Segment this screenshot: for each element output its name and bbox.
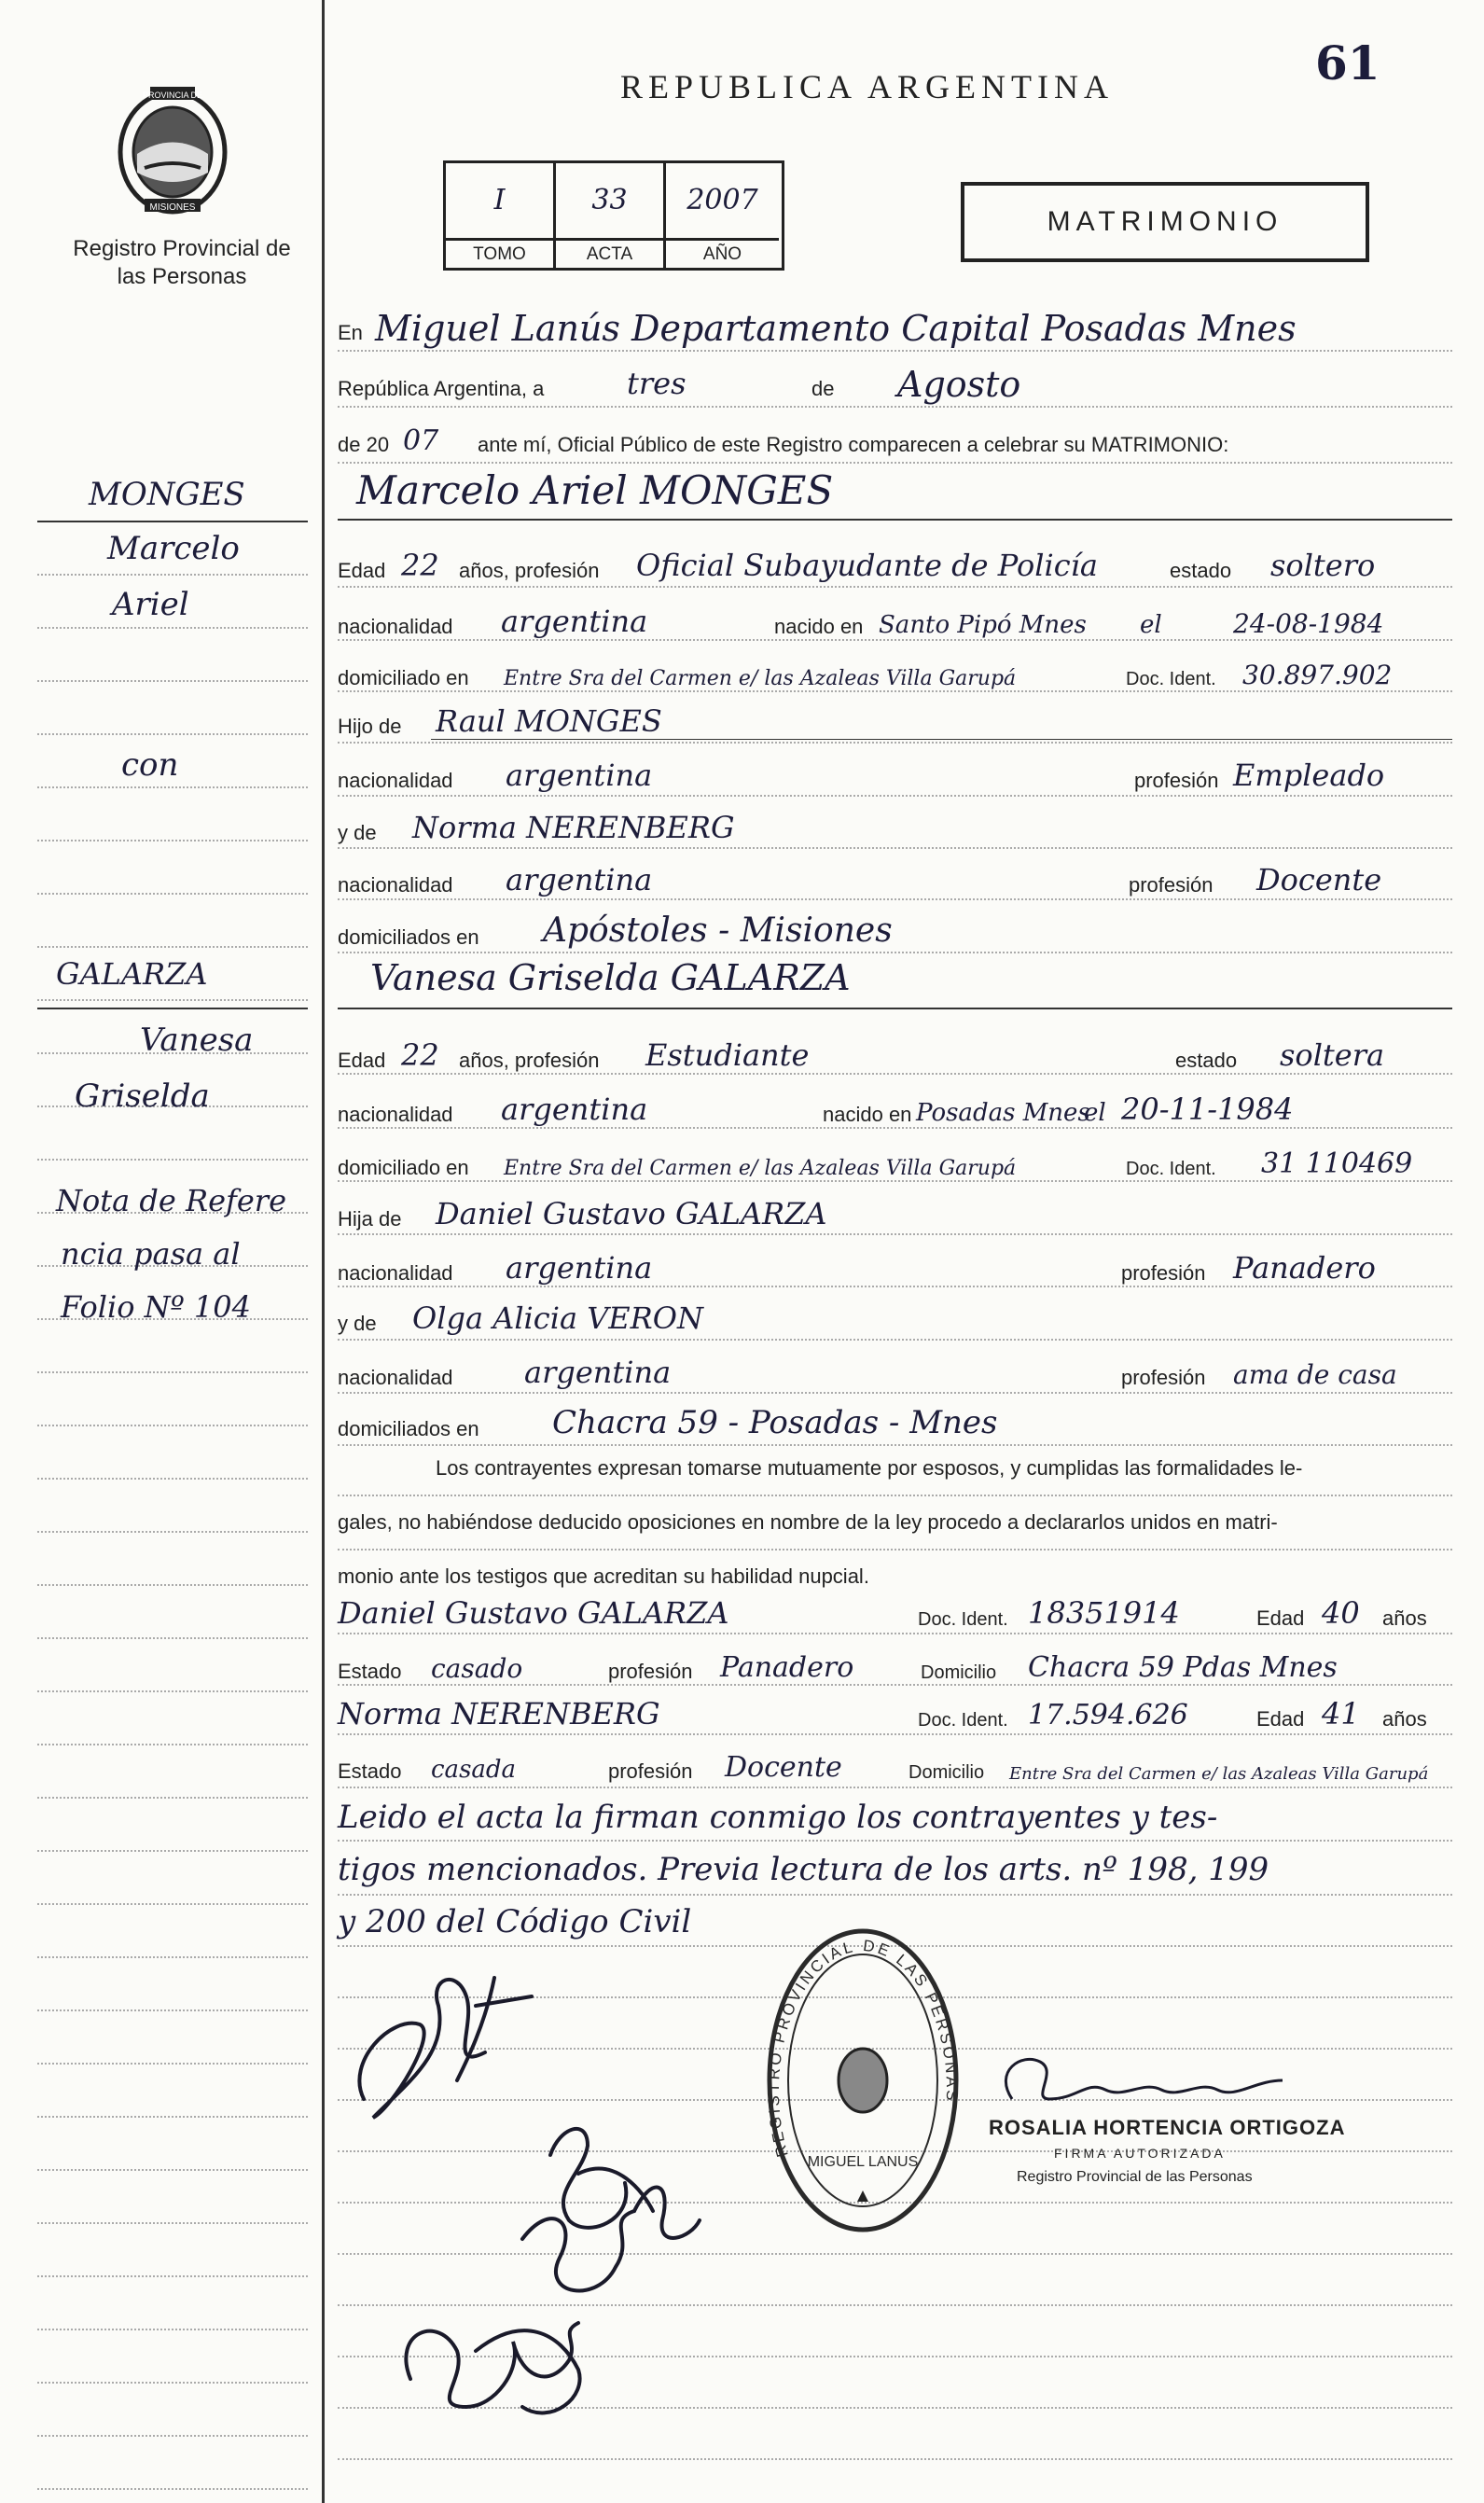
declaration-line-1: Los contrayentes expresan tomarse mutuamente por esposos, y cumplidas las formalidades le- bbox=[436, 1456, 1303, 1480]
ruled-line bbox=[338, 1684, 1452, 1686]
hijo-label: Hijo de bbox=[338, 715, 402, 738]
tomo-acta-anio-box bbox=[443, 160, 784, 271]
bride-address-row bbox=[338, 1133, 1452, 1186]
groom-birth-date: 24-08-1984 bbox=[1233, 608, 1384, 639]
ruled-line bbox=[338, 795, 1452, 797]
tomo-label: TOMO bbox=[446, 238, 556, 271]
margin-ruled-line bbox=[37, 2063, 308, 2065]
closing-line-1: Leido el acta la firman conmigo los contrayentes y tes- bbox=[338, 1799, 1218, 1836]
closing-line-2: tigos mencionados. Previa lectura de los arts. nº 198, 199 bbox=[338, 1851, 1269, 1888]
bride-age-row bbox=[338, 1026, 1452, 1078]
estado-label: estado bbox=[1175, 1049, 1238, 1072]
bride-father-nat-row bbox=[338, 1239, 1452, 1291]
margin-ruled-line bbox=[37, 2116, 308, 2118]
groom-mother-nat-row bbox=[338, 851, 1452, 903]
margin-ruled-line bbox=[37, 946, 308, 948]
acta-value: 33 bbox=[556, 163, 666, 238]
bride-profession: Estudiante bbox=[645, 1037, 810, 1073]
bride-father-profession: Panadero bbox=[1233, 1250, 1376, 1286]
profesion-label: profesión bbox=[1121, 1261, 1206, 1285]
year-prefix: de 20 bbox=[338, 433, 390, 456]
witness-1-estado: casado bbox=[431, 1653, 523, 1684]
estado-label: estado bbox=[1170, 559, 1232, 582]
edad-label: Edad bbox=[338, 1049, 386, 1072]
ruled-line bbox=[338, 1073, 1452, 1075]
el-label: el bbox=[1140, 611, 1162, 639]
edad-label: Edad bbox=[1256, 1606, 1305, 1630]
page-title: REPUBLICA ARGENTINA bbox=[620, 68, 1115, 105]
margin-note-1: Nota de Refere bbox=[56, 1183, 287, 1218]
ruled-line bbox=[338, 847, 1452, 849]
margin-bride-second: Griselda bbox=[75, 1078, 210, 1115]
groom-father-nat-row bbox=[338, 746, 1452, 799]
doc-label: Doc. Ident. bbox=[918, 1710, 1008, 1731]
groom-father-profession: Empleado bbox=[1233, 758, 1385, 793]
bride-father-row bbox=[338, 1185, 1452, 1237]
margin-ruled-line bbox=[37, 680, 308, 682]
doc-label: Doc. Ident. bbox=[1126, 669, 1216, 689]
margin-ruled-line bbox=[37, 2382, 308, 2384]
bride-full-name: Vanesa Griselda GALARZA bbox=[370, 957, 851, 998]
anos-profesion-label: años, profesión bbox=[459, 1049, 600, 1072]
groom-address-row bbox=[338, 644, 1452, 696]
nacionalidad-label: nacionalidad bbox=[338, 1103, 453, 1126]
groom-parents-address: Apóstoles - Misiones bbox=[543, 911, 893, 950]
signatures-icon bbox=[336, 1940, 858, 2500]
page-number: 61 bbox=[1315, 35, 1380, 90]
day-value: tres bbox=[627, 366, 687, 401]
declaration-text bbox=[338, 1441, 1302, 1604]
ruled-line bbox=[338, 1549, 1452, 1550]
margin-ruled-line bbox=[37, 2009, 308, 2011]
witness-2-details-row bbox=[338, 1737, 1452, 1789]
margin-ruled-line bbox=[37, 1371, 308, 1373]
doc-label: Doc. Ident. bbox=[918, 1609, 1008, 1630]
bride-doc: 31 110469 bbox=[1261, 1147, 1413, 1180]
estado-label: Estado bbox=[338, 1759, 402, 1783]
margin-ruled-line bbox=[37, 1584, 308, 1586]
margin-ruled-line bbox=[37, 1744, 308, 1745]
nacido-label: nacido en bbox=[823, 1103, 912, 1126]
ruled-line bbox=[338, 1633, 1452, 1634]
margin-ruled-line bbox=[37, 893, 308, 895]
official-signature-icon bbox=[984, 2043, 1320, 2127]
margin-ruled-line bbox=[37, 2329, 308, 2330]
groom-parents-address-row bbox=[338, 903, 1452, 955]
margin-ruled-line bbox=[37, 1797, 308, 1799]
nacionalidad-label: nacionalidad bbox=[338, 1366, 453, 1389]
hija-label: Hija de bbox=[338, 1207, 402, 1231]
ruled-line bbox=[338, 1286, 1452, 1287]
bride-birth-date: 20-11-1984 bbox=[1121, 1092, 1294, 1127]
bride-parents-address: Chacra 59 - Posadas - Mnes bbox=[552, 1404, 998, 1441]
bride-mother-row bbox=[338, 1289, 1452, 1342]
domicilio-label: Domicilio bbox=[908, 1762, 985, 1783]
margin-ruled-line bbox=[37, 2169, 308, 2171]
ruled-line bbox=[338, 462, 1452, 464]
margin-ruled-line bbox=[37, 2435, 308, 2437]
year-row bbox=[338, 410, 1452, 463]
ruled-line bbox=[338, 586, 1452, 588]
domiciliado-label: domiciliado en bbox=[338, 666, 469, 689]
statement-text: ante mí, Oficial Público de este Registro comparecen a celebrar su MATRIMONIO: bbox=[478, 433, 1229, 456]
el-label: el bbox=[1084, 1099, 1106, 1127]
ruled-line bbox=[338, 690, 1452, 692]
margin-ruled-line bbox=[37, 733, 308, 735]
groom-mother-profession: Docente bbox=[1256, 862, 1382, 897]
witness-1-doc: 18351914 bbox=[1028, 1595, 1180, 1631]
ruled-line bbox=[338, 1787, 1452, 1788]
ruled-line bbox=[338, 1127, 1452, 1129]
seal-bottom-text: MISIONES bbox=[149, 202, 196, 213]
place-value: Miguel Lanús Departamento Capital Posadas Mnes bbox=[375, 308, 1297, 349]
bride-father: Daniel Gustavo GALARZA bbox=[436, 1196, 827, 1231]
ruled-line bbox=[338, 1733, 1452, 1735]
margin-ruled-line bbox=[37, 1903, 308, 1905]
witness-2-name: Norma NERENBERG bbox=[338, 1696, 660, 1731]
ruled-line bbox=[338, 1894, 1452, 1896]
bride-father-nationality: argentina bbox=[506, 1250, 653, 1286]
bride-marital-status: soltera bbox=[1280, 1037, 1385, 1073]
anos-profesion-label: años, profesión bbox=[459, 559, 600, 582]
domiciliados-label: domiciliados en bbox=[338, 925, 479, 949]
witness-2-profession: Docente bbox=[725, 1751, 842, 1784]
groom-age: 22 bbox=[401, 548, 439, 583]
bride-nationality: argentina bbox=[501, 1092, 648, 1127]
witness-1-row bbox=[338, 1584, 1452, 1636]
groom-address: Entre Sra del Carmen e/ las Azaleas Villa Garupá bbox=[504, 667, 1017, 690]
margin-ruled-line bbox=[37, 1159, 308, 1161]
stamp-place: MIGUEL LANUS bbox=[807, 2154, 919, 2170]
nacionalidad-label: nacionalidad bbox=[338, 873, 453, 897]
bride-age: 22 bbox=[401, 1037, 439, 1073]
witness-2-domicilio: Entre Sra del Carmen e/ las Azaleas Villa Garupá bbox=[1009, 1764, 1429, 1784]
witness-1-age: 40 bbox=[1322, 1595, 1360, 1631]
domiciliados-label: domiciliados en bbox=[338, 1417, 479, 1440]
edad-label: Edad bbox=[338, 559, 386, 582]
anio-label: AÑO bbox=[666, 238, 779, 271]
stamp-text: REGISTRO PROVINCIAL DE LAS PERSONAS bbox=[764, 1936, 962, 2160]
margin-ruled-line bbox=[37, 574, 308, 576]
margin-groom-first: Marcelo bbox=[107, 530, 240, 567]
groom-age-row bbox=[338, 536, 1452, 589]
bride-mother-profession: ama de casa bbox=[1233, 1359, 1397, 1390]
witness-1-details-row bbox=[338, 1637, 1452, 1690]
groom-mother-row bbox=[338, 799, 1452, 851]
acta-label: ACTA bbox=[556, 238, 666, 271]
margin-divider bbox=[322, 0, 325, 2503]
groom-father-row bbox=[338, 692, 1452, 744]
domicilio-label: Domicilio bbox=[921, 1662, 997, 1683]
margin-note-2: ncia pasa al bbox=[61, 1236, 241, 1272]
anos-label: años bbox=[1382, 1606, 1427, 1630]
ruled-line bbox=[338, 350, 1452, 352]
ruled-line bbox=[338, 1444, 1452, 1446]
margin-ruled-line bbox=[37, 1531, 308, 1533]
ruled-line bbox=[338, 1495, 1452, 1496]
estado-label: Estado bbox=[338, 1660, 402, 1683]
witness-1-profession: Panadero bbox=[720, 1651, 854, 1684]
en-label: En bbox=[338, 321, 363, 344]
place-row bbox=[338, 299, 1452, 351]
edad-label: Edad bbox=[1256, 1707, 1305, 1731]
nacionalidad-label: nacionalidad bbox=[338, 615, 453, 638]
margin-ruled-line bbox=[37, 1425, 308, 1426]
month-value: Agosto bbox=[897, 364, 1021, 405]
groom-mother: Norma NERENBERG bbox=[412, 810, 735, 845]
margin-ruled-line bbox=[37, 1956, 308, 1958]
ruled-line bbox=[338, 406, 1452, 408]
groom-full-name: Marcelo Ariel MONGES bbox=[356, 467, 834, 513]
ruled-line bbox=[338, 1339, 1452, 1341]
margin-note-3: Folio Nº 104 bbox=[61, 1289, 251, 1325]
domiciliado-label: domiciliado en bbox=[338, 1156, 469, 1179]
date-row bbox=[338, 355, 1452, 407]
record-type: MATRIMONIO bbox=[961, 182, 1369, 262]
witness-2-age: 41 bbox=[1322, 1696, 1360, 1731]
profesion-label: profesión bbox=[1134, 769, 1219, 792]
profesion-label: profesión bbox=[1121, 1366, 1206, 1389]
groom-nationality-row bbox=[338, 592, 1452, 645]
groom-birthplace: Santo Pipó Mnes bbox=[879, 611, 1087, 639]
witness-2-row bbox=[338, 1685, 1452, 1737]
margin-ruled-line bbox=[37, 2222, 308, 2224]
margin-ruled-line bbox=[37, 2488, 308, 2490]
anos-label: años bbox=[1382, 1707, 1427, 1731]
nacionalidad-label: nacionalidad bbox=[338, 1261, 453, 1285]
declaration-line-3: monio ante los testigos que acreditan su habilidad nupcial. bbox=[338, 1564, 869, 1588]
ruled-line bbox=[338, 952, 1452, 953]
ruled-line bbox=[338, 898, 1452, 900]
doc-label: Doc. Ident. bbox=[1126, 1159, 1216, 1179]
groom-profession: Oficial Subayudante de Policía bbox=[636, 548, 1098, 583]
witness-2-estado: casada bbox=[431, 1756, 517, 1784]
profesion-label: profesión bbox=[608, 1660, 693, 1683]
bride-nationality-row bbox=[338, 1080, 1452, 1133]
nacido-label: nacido en bbox=[774, 615, 864, 638]
bride-parents-address-row bbox=[338, 1395, 1452, 1447]
closing-line-3: y 200 del Código Civil bbox=[338, 1903, 692, 1940]
ruled-line bbox=[338, 1233, 1452, 1235]
witness-2-doc: 17.594.626 bbox=[1028, 1699, 1188, 1731]
official-title: FIRMA AUTORIZADA bbox=[1054, 2146, 1226, 2161]
margin-ruled-line bbox=[37, 627, 308, 629]
yde-label: y de bbox=[338, 1312, 377, 1335]
ruled-line bbox=[338, 1180, 1452, 1182]
margin-groom-second: Ariel bbox=[112, 586, 189, 623]
declaration-line-2: gales, no habiéndose deducido oposiciones en nombre de la ley procedo a declararlos unidos en matri- bbox=[338, 1510, 1278, 1534]
provincial-seal-icon bbox=[107, 79, 238, 219]
ruled-line bbox=[338, 1840, 1452, 1842]
republica-label: República Argentina, a bbox=[338, 377, 545, 400]
margin-ruled-line bbox=[37, 1850, 308, 1852]
de-label: de bbox=[811, 377, 835, 400]
bride-address: Entre Sra del Carmen e/ las Azaleas Villa Garupá bbox=[504, 1157, 1017, 1180]
margin-groom-surname: MONGES bbox=[89, 476, 245, 513]
tomo-value: I bbox=[446, 163, 556, 238]
margin-ruled-line bbox=[37, 1690, 308, 1692]
bride-mother-nationality: argentina bbox=[524, 1355, 672, 1390]
margin-ruled-line bbox=[37, 1478, 308, 1480]
witness-1-domicilio: Chacra 59 Pdas Mnes bbox=[1028, 1651, 1338, 1684]
year-value: 07 bbox=[403, 424, 439, 457]
bride-mother: Olga Alicia VERON bbox=[412, 1300, 703, 1336]
margin-bride-surname: GALARZA bbox=[56, 956, 208, 992]
anio-value: 2007 bbox=[687, 184, 758, 216]
registry-name: Registro Provincial de las Personas bbox=[73, 236, 291, 289]
margin-bride-first: Vanesa bbox=[140, 1022, 254, 1059]
official-office: Registro Provincial de las Personas bbox=[1017, 2169, 1253, 2185]
bride-birthplace: Posadas Mnes bbox=[916, 1099, 1090, 1127]
margin-ruled-line bbox=[37, 786, 308, 788]
margin-connector: con bbox=[121, 746, 179, 784]
margin-ruled-line bbox=[37, 999, 308, 1001]
bride-mother-nat-row bbox=[338, 1343, 1452, 1396]
margin-ruled-line bbox=[37, 840, 308, 841]
groom-marital-status: soltero bbox=[1270, 548, 1376, 583]
groom-doc: 30.897.902 bbox=[1242, 660, 1393, 690]
yde-label: y de bbox=[338, 821, 377, 844]
profesion-label: profesión bbox=[1129, 873, 1214, 897]
ruled-line bbox=[338, 1392, 1452, 1394]
witness-1-name: Daniel Gustavo GALARZA bbox=[338, 1595, 729, 1631]
groom-father-nationality: argentina bbox=[506, 758, 653, 793]
nacionalidad-label: nacionalidad bbox=[338, 769, 453, 792]
official-name: ROSALIA HORTENCIA ORTIGOZA bbox=[989, 2116, 1346, 2139]
seal-top-text: PROVINCIA DE bbox=[142, 90, 203, 100]
margin-ruled-line bbox=[37, 2275, 308, 2277]
ruled-line bbox=[338, 742, 1452, 744]
groom-father: Raul MONGES bbox=[436, 703, 662, 739]
bride-name-row bbox=[338, 952, 1452, 1004]
groom-mother-nationality: argentina bbox=[506, 862, 653, 897]
margin-ruled-line bbox=[37, 1637, 308, 1639]
ruled-line bbox=[338, 639, 1452, 641]
groom-name-row bbox=[338, 466, 1452, 519]
profesion-label: profesión bbox=[608, 1759, 693, 1783]
groom-nationality: argentina bbox=[501, 604, 648, 639]
